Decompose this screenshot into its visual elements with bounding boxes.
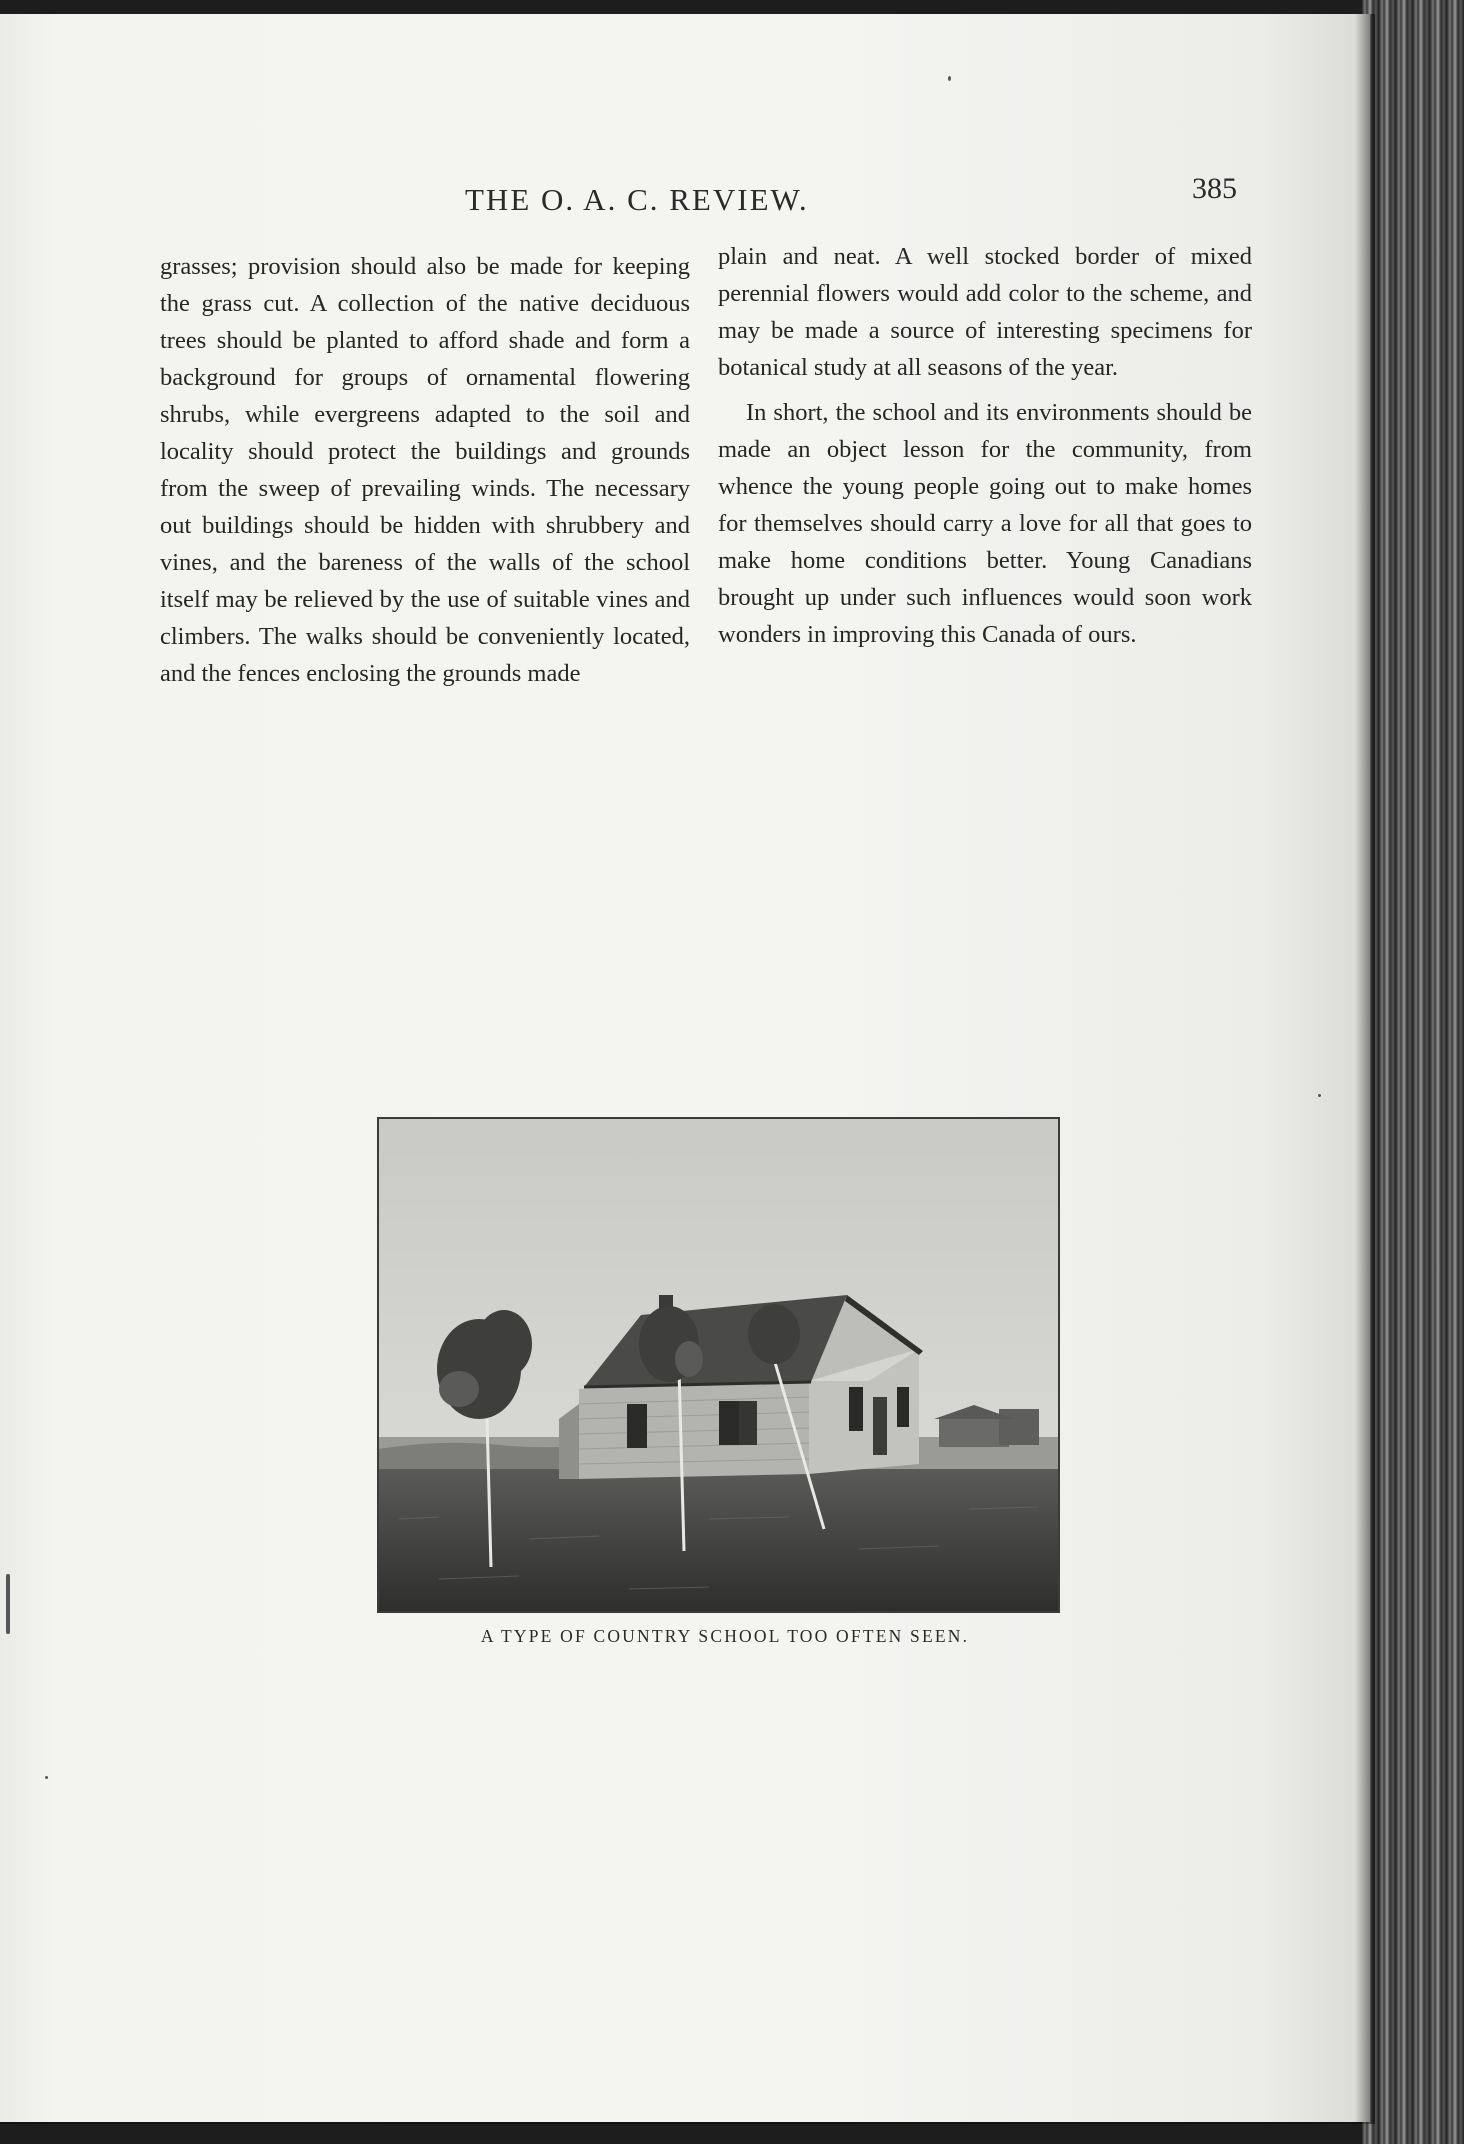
left-text-column [160, 248, 690, 692]
dust-speck [1318, 1094, 1321, 1097]
right-text-column [718, 238, 1252, 653]
dust-speck [45, 1776, 48, 1779]
book-page [0, 14, 1370, 2122]
dust-speck [6, 1574, 10, 1634]
left-column-paragraph: grasses; provision should also be made for keeping the grass cut. A collection of the native deciduous trees should be planted to afford shade and form a background for groups of ornamental flowering shrubs, while evergreens adapted to the soil and locality should protect the buildings and grounds from the sweep of prevailing winds. The necessary out buildings should be hidden with shrubbery and vines, and the bareness of the walls of the school itself may be relieved by the use of suitable vines and climbers. The walks should be conveniently located, and the fences enclosing the grounds made [160, 253, 690, 687]
right-column-paragraph-1: plain and neat. A well stocked border of mixed perennial flowers would add color to the scheme, and may be made a source of interesting specimens for botanical study at all seasons of the year. [718, 243, 1252, 381]
dust-speck [948, 76, 951, 81]
book-page-edges [1362, 0, 1464, 2144]
page-gutter-shadow [1355, 14, 1375, 2124]
right-column-paragraph-2: In short, the school and its environments should be made an object lesson for the community, from whence the young people going out to make homes for themselves should carry a love for all that goes to make home conditions better. Young Canadians brought up under such influences would soon work wonders in improving this Canada of ours. [718, 399, 1252, 648]
running-title: THE O. A. C. REVIEW. [465, 182, 809, 217]
figure-caption: A TYPE OF COUNTRY SCHOOL TOO OFTEN SEEN. [480, 1626, 970, 1646]
page-number: 385 [1192, 172, 1237, 205]
page-header [0, 164, 1370, 224]
schoolhouse-photograph [377, 1117, 1060, 1613]
